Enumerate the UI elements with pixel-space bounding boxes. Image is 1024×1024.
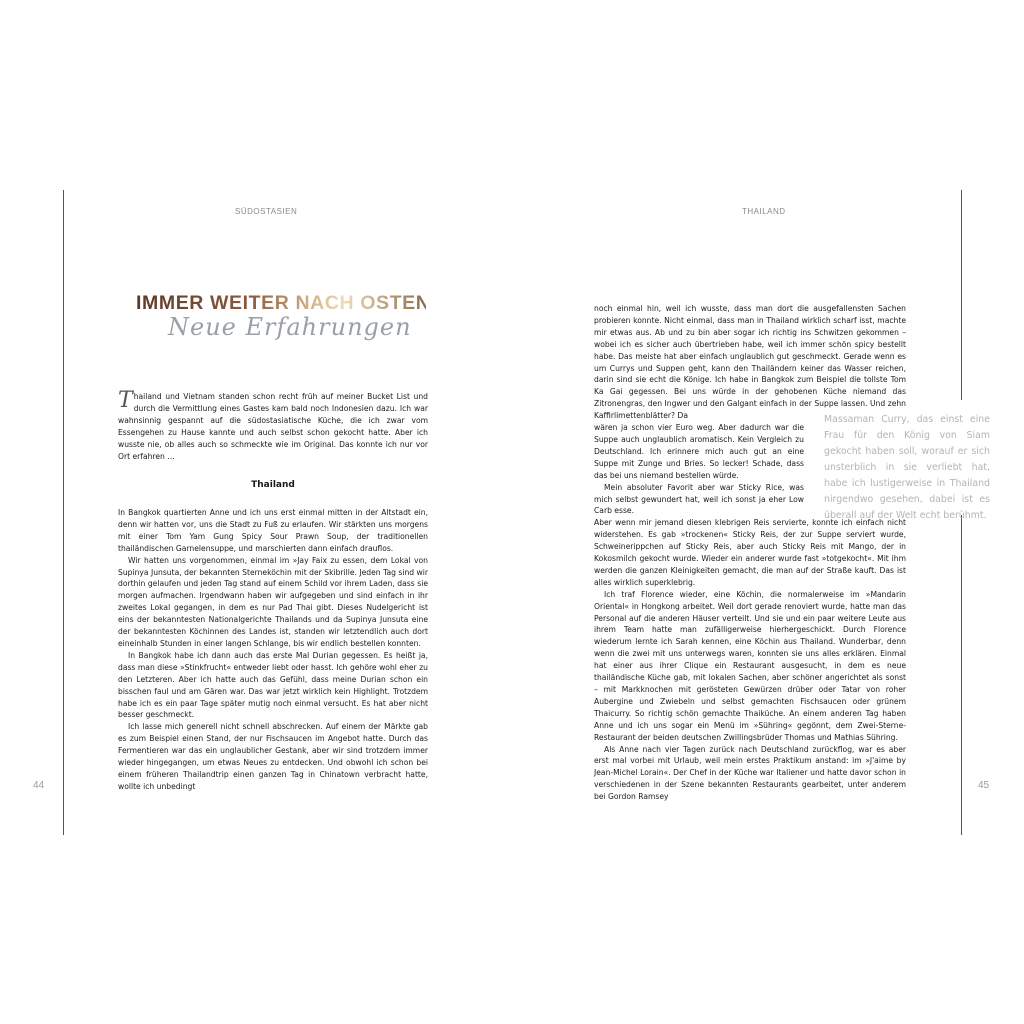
body-paragraph: Ich traf Florence wieder, eine Köchin, die normalerweise im »Mandarin Oriental« in Hongkong arbeitet. Weil dort gerade renoviert wurde, hatte man das Personal auf die anderen Häuser verteilt. Und sie und ein paar weitere Leute aus ihrem Team hatte man zufälligerweise hierhergeschickt. Durch Florence wiederum lernte ich Sarah kennen, eine Köchin aus Thailand. Wunderbar, denn wenn die zwei mit uns unterwegs waren, konnten sie uns alles erklären. Einmal hat einer aus ihrer Clique ein Restaurant ausgesucht, in dem es neue thailändische Küche gab, mit lokalen Sachen, aber schöner angerichtet als sonst – mit Markknochen mit gerösteten Gewürzen drüber oder Tatar von roher Aubergine und Zwiebeln und selbst gemachten Fischsaucen oder grünem Thaicurry. So richtig schön gemachte Thaiküche. An einem anderen Tag haben Anne und ich uns sogar ein Menü im »Sühring« gegönnt, dem Zwei-Sterne-Restaurant der beiden deutschen Zwillingsbrüder Thomas und Mathias Sühring. <box>594 589 906 742</box>
intro-text: hailand und Vietnam standen schon recht früh auf meiner Bucket List und durch die Vermittlung eines Gastes kam bald noch Indonesien dazu. Ich war wahnsinnig gespannt auf die südostasiatische Küche, die ich zwar vom Essengehen zu Hause kannte und auch selbst schon gekocht hatte. Aber ich wusste nie, ob alles auch so schmeckte wie im Original. Das konnte ich nur vor Ort erfahren … <box>118 392 428 461</box>
body-paragraph: Als Anne nach vier Tagen zurück nach Deutschland zurückflog, war es aber erst mal vorbei mit Urlaub, weil mein erstes Praktikum anstand: im »J'aime by Jean-Michel Lorain«. Der Chef in der Küche war Italiener und hatte davor schon in verschiedenen in der Szene bekannten Restaurants gearbeitet, unter anderem bei Gordon Ramsey <box>594 744 906 802</box>
drop-cap: T <box>118 388 133 413</box>
pull-quote <box>824 412 990 524</box>
chapter-title: IMMER WEITER NACH OSTEN <box>136 292 431 314</box>
body-paragraph-narrow: wären ja schon vier Euro weg. Aber dadurch war die Suppe auch unglaublich aromatisch. Kein Vergleich zu Deutschland. Ich erinnere mich auch gut an eine Suppe mit Zunge und Bries. So lecker! Schade, dass das bei uns niemand bestellen würde. <box>594 423 804 480</box>
pull-quote-text: Massaman Curry, das einst eine Frau für den König von Siam gekocht haben soll, worauf er sich unsterblich in sie verliebt hat, habe ich lustigerweise in Thailand nirgendwo gesehen, dabei ist es überall auf der Welt echt berühmt. <box>824 414 990 521</box>
body-paragraph: Ich lasse mich generell nicht schnell abschrecken. Auf einem der Märkte gab es zum Beispiel einen Stand, der nur Fischsaucen im Angebot hatte. Durch das Fermentieren war das ein unglaublicher Gestank, aber wir sind trotzdem immer wieder hingegangen, um etwas Neues zu entdecken. Und obwohl ich schon bei einem früheren Thailandtrip einen ganzen Tag in Chinatown verbracht hatte, wollte ich unbedingt <box>118 722 428 791</box>
section-heading: Thailand <box>251 480 295 490</box>
right-margin-rule-bottom <box>961 515 962 835</box>
left-margin-rule <box>63 190 64 835</box>
right-margin-rule-top <box>961 190 962 400</box>
left-body-text <box>118 507 428 793</box>
left-running-head: SÜDOSTASIEN <box>235 207 298 216</box>
right-body-text <box>594 303 906 803</box>
left-page-number: 44 <box>33 780 45 791</box>
body-paragraph: In Bangkok quartierten Anne und ich uns erst einmal mitten in der Altstadt ein, denn wir hatten vor, uns die Stadt zu Fuß zu erlaufen. Wir stärkten uns morgens mit einer Tom Yam Gung Spicy Sour Prawn Soup, der traditionellen thailändischen Garnelensuppe, und marschierten dann einfach drauflos. <box>118 508 428 553</box>
body-paragraph: noch einmal hin, weil ich wusste, dass man dort die ausgefallensten Sachen probieren konnte. Nicht einmal, dass man in Thailand wirklich scharf isst, machte mir etwas aus. Ab und zu bin aber sogar ich richtig ins Schwitzen gekommen – wobei ich es sicher auch übertrieben habe, weil ich immer schön spicy bestellt habe. Das meiste hat aber einfach unglaublich gut geschmeckt. Gerade wenn es um Currys und Suppen geht, kann den Thailändern keiner das Wasser reichen, darin sind sie echt die Könige. Ich habe in Bangkok zum Beispiel die tollste Tom Ka Gai gegessen. Bei uns würde in der gehobenen Küche niemand das Zitronengras, den Ingwer und den Galgant einfach in der Suppe lassen. Und zehn Kaffirlimettenblätter? Da <box>594 304 906 421</box>
body-paragraph-narrow: Mein absoluter Favorit aber war Sticky Rice, was mich selbst gewundert hat, weil ich sonst ja eher Low Carb esse. <box>594 482 804 516</box>
right-page-number: 45 <box>978 780 990 791</box>
chapter-subtitle: Neue Erfahrungen <box>168 313 412 341</box>
body-paragraph: In Bangkok habe ich dann auch das erste Mal Durian gegessen. Es heißt ja, dass man diese »Stinkfrucht« entweder liebt oder hasst. Ich gehöre wohl eher zu den Letzteren. Aber ich hatte auch das Gefühl, dass meine Durian schon ein bisschen faul und am Gären war. Das war jetzt wirklich kein Highlight. Trotzdem habe ich es ein paar Tage später mutig noch einmal versucht. Es hat aber nicht besser geschmeckt. <box>118 650 428 720</box>
intro-paragraph <box>118 388 428 462</box>
body-paragraph: Aber wenn mir jemand diesen klebrigen Reis servierte, konnte ich einfach nicht widerstehen. Es gab »trockenen« Sticky Reis, der zur Suppe serviert wurde, Schweinerippchen auf Sticky Reis, aber auch Sticky Reis mit Mango, der in Kokosmilch gekocht wurde. Wieder ein anderer wurde fast »totgekocht«. Mit ihm werden die ganzen Kleinigkeiten gemacht, die man auf der Straße kauft. Das ist alles wirklich superklebrig. <box>594 518 906 587</box>
right-running-head: THAILAND <box>742 207 786 216</box>
body-paragraph: Wir hatten uns vorgenommen, einmal im »Jay Faix zu essen, dem Lokal von Supinya Junsuta, der bekannten Sterneköchin mit der Skibrille. Jeden Tag sind wir dorthin gelaufen und jeden Tag stand auf einem Schild vor ihrem Laden, dass sie morgen aufmachen. Irgendwann haben wir aufgegeben und sind einfach in ihr zweites Lokal gegangen, in dem es nur Pad Thai gibt. Dieses Nudelgericht ist eins der bekanntesten Nationalgerichte Thailands und da Supinya Junsuta eine der bekanntesten Köchinnen des Landes ist, standen wir letztendlich auch dort eineinhalb Stunden in einer langen Schlange, bis wir endlich bestellen konnten. <box>118 555 428 648</box>
